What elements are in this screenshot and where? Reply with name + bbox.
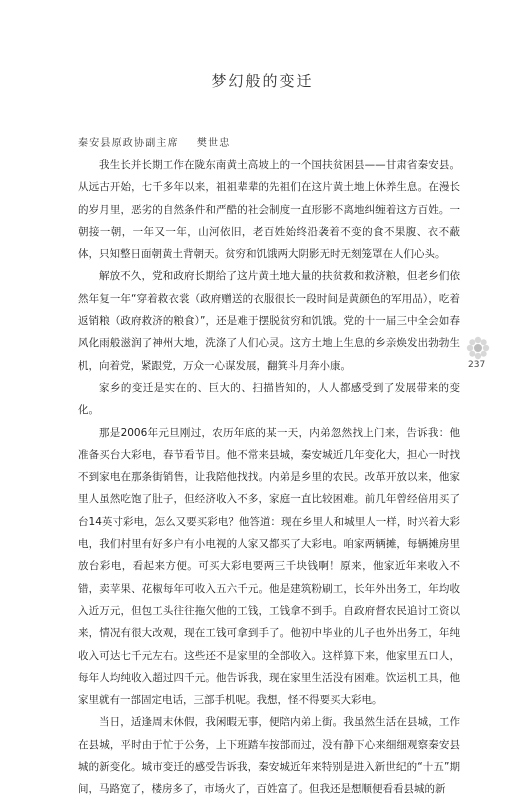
paragraph: 家乡的变迁是实在的、巨大的、扫描皆知的，人人都感受到了发展带来的变化。 — [78, 381, 460, 417]
paragraph: 当日，适逢周末休假，我闲暇无事，便陪内弟上街。我虽然生活在县城，工作在县城，平时由于忙于公务，上下班踏车按部而过，没有静下心来细细观察秦安县城的新变化。城市变迁的感受告诉我，秦安城近年来特别是进入新世纪的“十五”期间，马路宽了，楼房多了，市场火了，百姓富了。但我还是想顺便看看县城的新 — [78, 716, 460, 796]
page-number: 237 — [468, 360, 486, 370]
author-role: 秦安县原政协副主席 — [78, 138, 179, 149]
paragraph: 我生长并长期工作在陇东南黄土高坡上的一个国扶贫困县——甘肃省秦安县。从远古开始，七千多年以来，祖祖辈辈的先祖们在这片黄土地上休养生息。在漫长的岁月里，恶劣的自然条件和严酷的社会制度一直形影不离地纠缠着这方百姓。一朝接一朝，一年又一年，山河依旧，老百姓始终沿袭着不变的食不果腹、衣不蔽体，只知整日面朝黄土背朝天。贫穷和饥饿两大阴影无时无刻笼罩在人们心头。 — [78, 159, 460, 261]
author-line — [78, 134, 230, 149]
paragraph: 那是2006年元旦刚过，农历年底的某一天，内弟忽然找上门来，告诉我：他准备买台大彩电，春节看节目。他不常来县城，秦安城近几年变化大，担心一时找不到家电在那条街销售，让我陪他找找。内弟是乡里的农民。改革开放以来，他家里人虽然吃饱了肚子，但经济收入不多，家庭一直比较困难。前几年曾经倍用买了台14英寸彩电，怎么又要买彩电？他答道：现在乡里人和城里人一样，时兴着大彩电，我们村里有好多户有小电视的人家又都买了大彩电。咱家两辆摊，每辆摊房里放台彩电，看起来方便。可买大彩电要两三千块钱啊！原来，他家近年来收入不错，卖苹果、花椒每年可收入五六千元。他是建筑粉刷工，长年外出务工，年均收入近万元，但包工头往往拖欠他的工钱，工钱拿不到手。自政府督农民追讨工资以来，情况有很大改观，现在工钱可拿到手了。他初中毕业的儿子也外出务工，年纯收入可达七千元左右。这些还不是家里的全部收入。这样算下来，他家里五口人，每年人均纯收入超过四千元。他告诉我，现在家里生活没有困难。饮运机工具，他家里就有一部固定电话，三部手机呢。我想，怪不得要买大彩电。 — [78, 426, 460, 707]
paragraph: 解放不久，党和政府长期给了这片黄土地大量的扶贫救和救济粮，但老乡们依然年复一年“穿着救衣裳（政府赠送的衣服很长一段时间是黄颜色的军用品），吃着返销粮（政府救济的粮食）”，还是难于摆脱贫穷和饥饿。党的十一届三中全会如春风化雨般滋润了神州大地，洗涤了人们心灵。这方土地上生息的乡亲焕发出勃勃生机，向着党，紧跟党，万众一心谋发展，翻箕斗月奔小康。 — [78, 270, 460, 372]
page-title: 梦幻般的变迁 — [211, 72, 314, 90]
flower-ornament-icon — [466, 336, 490, 360]
author-name: 樊世忠 — [196, 138, 231, 149]
article-body — [78, 154, 460, 801]
